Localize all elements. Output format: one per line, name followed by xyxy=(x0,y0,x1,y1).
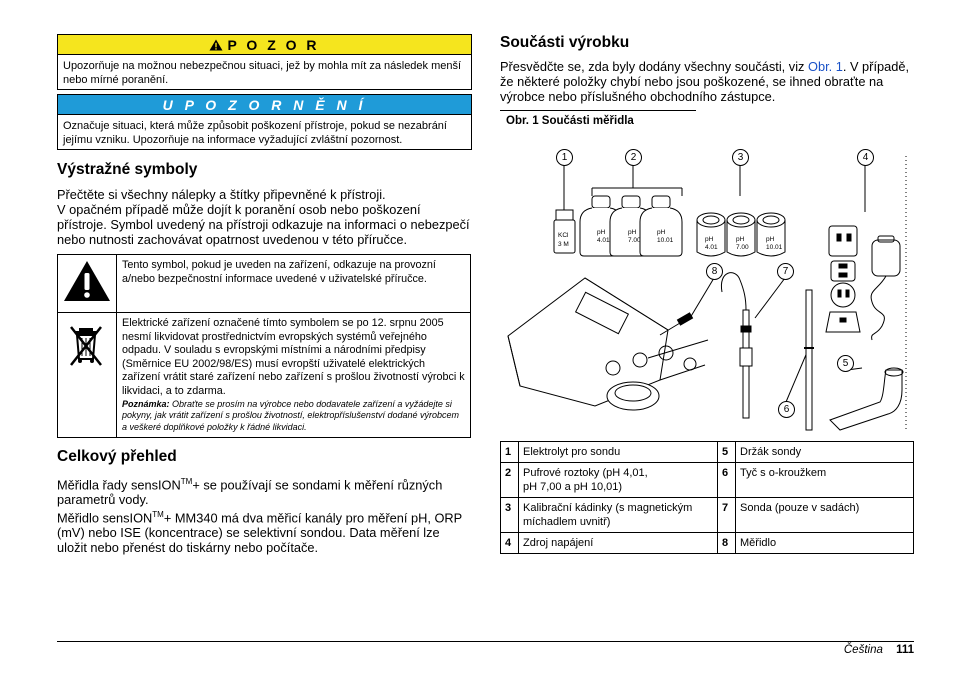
notice-header: U P O Z O R N Ě N Í xyxy=(58,95,471,115)
components-intro xyxy=(500,59,915,104)
part-number: 7 xyxy=(718,498,736,533)
figure-link[interactable]: Obr. 1 xyxy=(808,59,843,74)
beaker-label: 4.01 xyxy=(705,244,718,251)
warning-symbols-intro xyxy=(57,187,473,247)
part-name: Měřidlo xyxy=(736,533,914,554)
overview-p2 xyxy=(57,507,467,555)
beaker-label: pH xyxy=(736,236,745,243)
part-number: 2 xyxy=(501,463,519,498)
weee-text: Elektrické zařízení označené tímto symbolem se po 12. srpnu 2005 nesmí likvidovat prostřednictvím evropských systémů veřejného odpadu. V souladu s evropskými místními a národními předpisy (Směrnice EU 2002/98/ES) musí evropští uživatelé elektrických zařízení vrátit staré zařízení nebo zařízení s prošlou životností výrobci k likvidaci, a to zdarma. xyxy=(122,317,465,397)
bottle-label: pH xyxy=(657,229,666,236)
beaker-label: 10.01 xyxy=(766,244,783,251)
caution-text: Upozorňuje na možnou nebezpečnou situaci, jež by mohla mít za následek menší nebo mírné poranění. xyxy=(63,60,462,86)
symbol-description xyxy=(117,313,471,438)
warning-triangle-icon xyxy=(209,39,223,51)
warning-triangle-icon xyxy=(62,259,112,303)
callout-4: 4 xyxy=(857,149,874,166)
symbols-table xyxy=(57,254,471,438)
symbol-cell xyxy=(58,255,117,313)
parts-table xyxy=(500,441,914,554)
footer-rule xyxy=(57,641,914,642)
callout-2: 2 xyxy=(625,149,642,166)
trademark: TM xyxy=(180,477,193,486)
overview-p2-a: Měřidlo sensION xyxy=(57,510,153,526)
part-number: 4 xyxy=(501,533,519,554)
callout-3: 3 xyxy=(732,149,749,166)
page-number: 111 xyxy=(896,644,914,656)
components-intro-a: Přesvědčte se, zda byly dodány všechny součásti, viz xyxy=(500,59,808,74)
callout-5: 5 xyxy=(837,355,854,372)
caution-header xyxy=(58,35,471,55)
notice-text: Označuje situaci, která může způsobit poškození přístroje, pokud se nezabrání jejímu vzniku. Upozorňuje na informace vyžadující zvláštní pozornost. xyxy=(63,120,447,146)
callout-7: 7 xyxy=(777,263,794,280)
part-name: Držák sondy xyxy=(736,442,914,463)
table-row xyxy=(58,255,471,313)
note-text: Obraťte se prosím na výrobce nebo dodavatele zařízení a vyžádejte si pokyny, jak vrátit zařízení s prošlou životností, elektropříslušenství dodané výrobcem a veškeré doplňkové položky k řádné likvidaci. xyxy=(122,398,459,432)
crossed-bin-icon xyxy=(67,323,107,371)
part-number: 6 xyxy=(718,463,736,498)
part-name: Sonda (pouze v sadách) xyxy=(736,498,914,533)
bottle-label: pH xyxy=(628,229,637,236)
note-label: Poznámka: xyxy=(122,398,170,409)
part-name: Elektrolyt pro sondu xyxy=(519,442,718,463)
part-name: Tyč s o-kroužkem xyxy=(736,463,914,498)
weee-note xyxy=(122,399,465,434)
overview-heading: Celkový přehled xyxy=(57,448,177,465)
table-row xyxy=(501,463,914,498)
kcl-label: 3 M xyxy=(558,241,569,248)
caution-box xyxy=(57,34,472,90)
footer-language: Čeština xyxy=(843,644,883,656)
part-number: 1 xyxy=(501,442,519,463)
symbol-description: Tento symbol, pokud je uveden na zařízení, odkazuje na provozní a/nebo bezpečnostní informace uvedené v uživatelské příručce. xyxy=(117,255,471,313)
symbol-cell xyxy=(58,313,117,438)
notice-box xyxy=(57,94,472,150)
warning-symbols-p1: Přečtěte si všechny nálepky a štítky připevněné k přístroji. xyxy=(57,187,386,202)
overview-p1-b: + se používají se sondami k měření různých parametrů vody. xyxy=(57,477,443,508)
components-intro-b: . V případě, že některé položky chybí nebo jsou poškozené, se ihned obraťte na výrobce nebo příslušného obchodního zástupce. xyxy=(500,59,910,104)
beaker-label: pH xyxy=(705,236,714,243)
bottle-label: 4.01 xyxy=(597,237,610,244)
components-figure xyxy=(500,140,914,432)
callout-1: 1 xyxy=(556,149,573,166)
callout-6: 6 xyxy=(778,401,795,418)
part-number: 8 xyxy=(718,533,736,554)
table-row xyxy=(501,498,914,533)
beaker-label: 7.00 xyxy=(736,244,749,251)
warning-symbols-heading: Výstražné symboly xyxy=(57,161,198,178)
bottle-label: pH xyxy=(597,229,606,236)
part-name: Kalibrační kádinky (s magnetickým míchadlem uvnitř) xyxy=(519,498,718,533)
part-number: 3 xyxy=(501,498,519,533)
callout-8: 8 xyxy=(706,263,723,280)
table-row xyxy=(501,442,914,463)
part-name: Pufrové roztoky (pH 4,01, pH 7,00 a pH 10,01) xyxy=(519,463,718,498)
bottle-label: 10.01 xyxy=(657,237,674,244)
part-name: Zdroj napájení xyxy=(519,533,718,554)
trademark: TM xyxy=(152,510,164,519)
overview-p1-a: Měřidla řady sensION xyxy=(57,477,181,493)
components-illustration xyxy=(500,140,914,432)
figure-rule xyxy=(500,110,696,111)
figure-title: Obr. 1 Součásti měřidla xyxy=(506,115,634,127)
table-row xyxy=(501,533,914,554)
caution-title: P O Z O R xyxy=(227,36,320,53)
table-row xyxy=(58,313,471,438)
kcl-label: KCl xyxy=(558,232,569,239)
part-number: 5 xyxy=(718,442,736,463)
components-heading: Součásti výrobku xyxy=(500,34,630,51)
footer xyxy=(844,644,914,656)
warning-symbols-p2: V opačném případě může dojít k poranění osob nebo poškození přístroje. Symbol uvedený na přístroji odkazuje na informaci o nebezpečí nebo nutnosti zachovávat opatrnost uvedenou v této příručce. xyxy=(57,202,470,247)
bottle-label: 7.00 xyxy=(628,237,641,244)
overview-p1 xyxy=(57,474,467,507)
overview-p2-b: + MM340 má dva měřicí kanály pro měření pH, ORP (mV) nebo ISE (koncentrace) se selektivní sondou. Data měření lze uložit nebo přenést do tiskárny nebo počítače. xyxy=(57,510,462,556)
beaker-label: pH xyxy=(766,236,775,243)
